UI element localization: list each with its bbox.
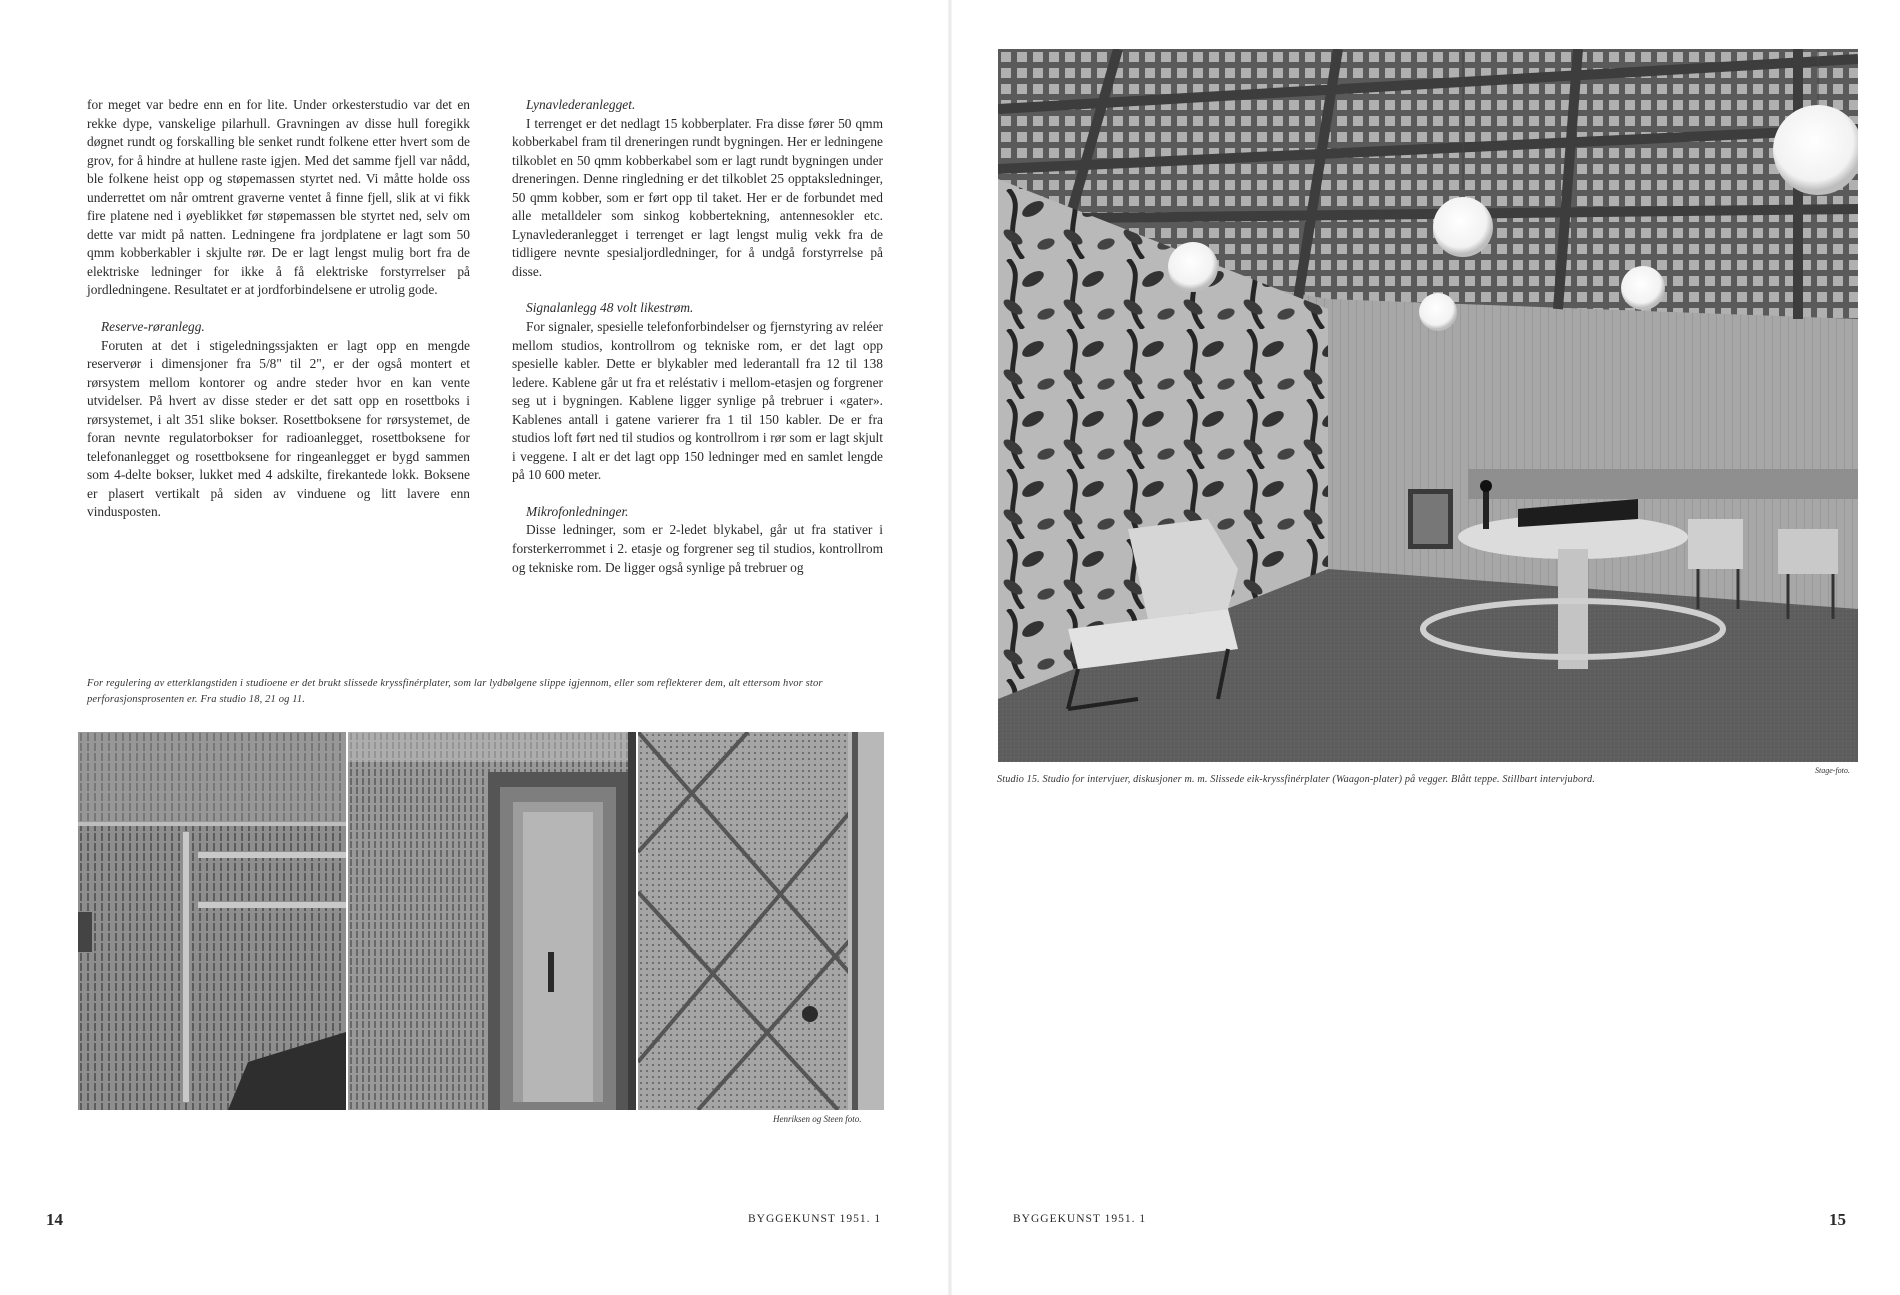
body-paragraph: Foruten at det i stigeledningssjakten er lagt opp en mengde reserverør i dimensjoner fra 5/8" til 2", er der også montert et rørsystem mellom kontorer og andre steder hvor en kan vente utvidelser. På hvert av disse steder er det satt opp en rosettboks i rørsystemet, i alt 351 slike bokser. Rosettboksene for rørsystemet, de foran nevnte regulatorbokser for radioanlegget, rosettboksene for telefonanlegget og rosettboksene for ringeanlegget er bygd sammen som 4-delte bokser, lukket med 4 adskilte, firekantede lokk. Boksene er plasert vertikalt på siden av vinduene og litt lavere enn vindusposten.: [87, 337, 470, 520]
body-paragraph: I terrenget er det nedlagt 15 kobberplater. Fra disse fører 50 qmm kobberkabel fram til dreneringen rundt bygningen. Her er ledningene tilkoblet en 50 qmm kobberkabel som er lagt rundt bygningen under dreneringen. Denne ringledning er det tilkoblet 25 opptaksledninger, 50 qmm kobber, som er ført opp til taket. Her er de forbundet med alle metalldeler som sinkog kobbertekning, antennesokler etc. Lynavlederanlegget i terrenget er lagt lengst mulig vekk fra de tidligere nevnte spesialjordledninger, for å undgå forstyrrelse på disse.: [512, 115, 883, 279]
right-photo-caption: Studio 15. Studio for intervjuer, diskusjoner m. m. Slissede eik-kryssfinérplater (Waagon-plater) på vegger. Blått teppe. Stillbart intervjubord.: [997, 774, 1595, 785]
studio-15-interview-room-photo: [998, 49, 1858, 762]
section-heading: Reserve-røranlegg.: [101, 319, 205, 335]
text-column-2: [512, 96, 883, 577]
page-number-left: 14: [46, 1210, 63, 1229]
body-paragraph: Disse ledninger, som er 2-ledet blykabel, går ut fra stativer i forsterkerrommet i 2. etasje og forgrener seg til studios, kontrollrom og tekniske rom. De ligger også synlige på trebruer og: [512, 522, 883, 575]
body-paragraph: for meget var bedre enn en for lite. Under orkesterstudio var det en rekke dype, vanskelige pilarhull. Gravningen av disse hull foregikk døgnet rundt og forskalling ble senket rundt folkene etter hvert som de grov, for å hindre at hullene raste igjen. Med det samme fjell var nådd, ble folkene heist opp og støpemassen styrtet ned. Vi måtte holde oss underrettet om når omtrent graverne ventet å finne fjell, slik at vi fikk fire platene ned i øyeblikket før støpemassen ble styrtet ned, selv om dette var midt på natten. Ledningene fra jordplatene er lagt som 50 qmm kobberkabler i skjulte rør. De er lagt lengst mulig bort fra de elektriske ledninger for ikke å få elektriske forstyrrelser på jordledningene. Resultatet er at jordforbindelsene er utrolig gode.: [87, 97, 470, 298]
door-panel-photo-studio-21: [348, 732, 636, 1110]
section-heading: Mikrofonledninger.: [526, 503, 629, 519]
right-photo-credit: Stage-foto.: [1815, 766, 1850, 775]
section-heading: Lynavlederanlegget.: [526, 97, 636, 112]
page-gutter: [948, 0, 952, 1295]
body-paragraph: For signaler, spesielle telefonforbindelser og fjernstyring av reléer mellom studios, kontrollrom og tekniske rom, er det lagt opp spesielle kabler. Dette er blykabler med lederantall fra 12 til 138 ledere. Kablene går ut fra et reléstativ i mellom-etasjen og forgrener seg ut i bygningen. Kablene ligger synlige på trebruer i «gater». Kablenes antall i gatene varierer fra 1 til 150 kabler. De er fra studios loft ført ned til studios og kontrollrom i rør som er lagt skjult i veggene. I alt er det lagt opp 150 ledninger med en samlet lengde på 10 600 meter.: [512, 319, 883, 483]
running-footer-right: BYGGEKUNST 1951. 1: [1013, 1213, 1147, 1225]
left-photo-credit: Henriksen og Steen foto.: [773, 1114, 862, 1124]
wall-panel-photo-studio-18: [78, 732, 346, 1110]
section-heading: Signalanlegg 48 volt likestrøm.: [526, 300, 694, 316]
diamond-panel-photo-studio-11: [638, 732, 884, 1110]
page-number-right: 15: [1829, 1210, 1846, 1229]
running-footer-left: BYGGEKUNST 1951. 1: [748, 1213, 882, 1225]
left-photo-caption: For regulering av etterklangstiden i studioene er det brukt slissede kryssfinérplater, som lar lydbølgene slippe igjennom, eller som reflekterer dem, alt ettersom hvor stor perforasjonsprosenten er. Fra studio 18, 21 og 11.: [87, 678, 823, 705]
text-column-1: [87, 96, 470, 522]
